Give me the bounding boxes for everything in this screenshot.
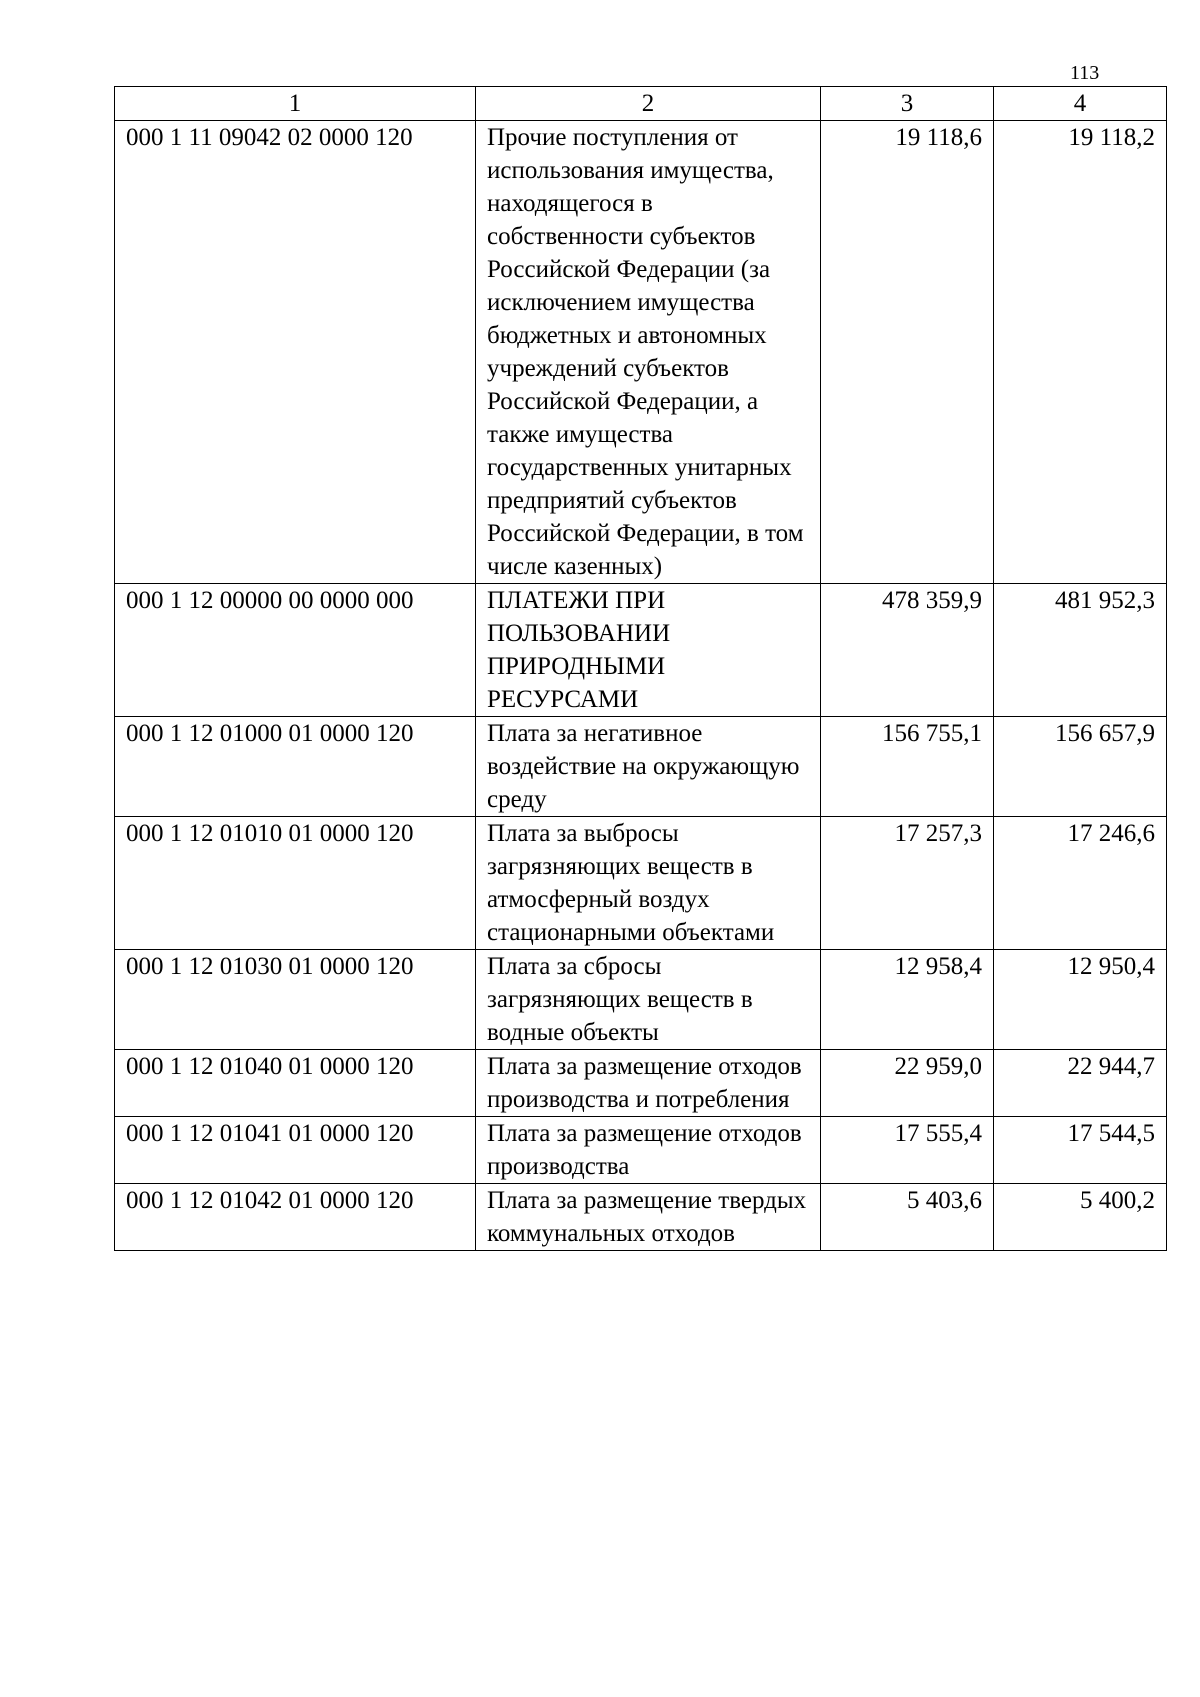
budget-code: 000 1 12 01041 01 0000 120 [115,1117,476,1184]
revenue-name: Плата за выбросы загрязняющих веществ в атмосферный воздух стационарными объектами [476,817,821,950]
table-row [115,1117,1167,1184]
revenue-name: Плата за негативное воздействие на окружающую среду [476,717,821,817]
budget-code: 000 1 12 01010 01 0000 120 [115,817,476,950]
value-col4: 17 246,6 [994,817,1167,950]
table-row [115,1050,1167,1117]
column-header-1: 1 [115,87,476,121]
value-col4: 5 400,2 [994,1184,1167,1251]
column-header-4: 4 [994,87,1167,121]
page-number: 113 [1070,62,1100,84]
value-col3: 17 257,3 [821,817,994,950]
value-col3: 12 958,4 [821,950,994,1050]
budget-code: 000 1 12 01000 01 0000 120 [115,717,476,817]
value-col3: 156 755,1 [821,717,994,817]
table-row [115,584,1167,717]
table-row [115,121,1167,584]
budget-code: 000 1 12 01042 01 0000 120 [115,1184,476,1251]
revenue-name: Плата за сбросы загрязняющих веществ в водные объекты [476,950,821,1050]
budget-code: 000 1 12 01030 01 0000 120 [115,950,476,1050]
header-row [115,87,1167,121]
value-col4: 17 544,5 [994,1117,1167,1184]
revenue-name: Прочие поступления от использования имущества, находящегося в собственности субъектов Российской Федерации (за исключением имущества бюджетных и автономных учреждений субъектов Российской Федерации, а также имущества государственных унитарных предприятий субъектов Российской Федерации, в том числе казенных) [476,121,821,584]
table-row [115,1184,1167,1251]
budget-code: 000 1 12 00000 00 0000 000 [115,584,476,717]
table-row [115,950,1167,1050]
value-col4: 481 952,3 [994,584,1167,717]
budget-revenue-table [114,86,1167,1251]
revenue-name: Плата за размещение отходов производства [476,1117,821,1184]
revenue-name: Плата за размещение твердых коммунальных отходов [476,1184,821,1251]
value-col4: 22 944,7 [994,1050,1167,1117]
value-col3: 5 403,6 [821,1184,994,1251]
column-header-3: 3 [821,87,994,121]
value-col3: 22 959,0 [821,1050,994,1117]
value-col4: 19 118,2 [994,121,1167,584]
table-row [115,717,1167,817]
value-col4: 156 657,9 [994,717,1167,817]
revenue-name: ПЛАТЕЖИ ПРИ ПОЛЬЗОВАНИИ ПРИРОДНЫМИ РЕСУРСАМИ [476,584,821,717]
table-row [115,817,1167,950]
column-header-2: 2 [476,87,821,121]
value-col3: 478 359,9 [821,584,994,717]
value-col3: 19 118,6 [821,121,994,584]
revenue-name: Плата за размещение отходов производства и потребления [476,1050,821,1117]
value-col4: 12 950,4 [994,950,1167,1050]
value-col3: 17 555,4 [821,1117,994,1184]
budget-code: 000 1 12 01040 01 0000 120 [115,1050,476,1117]
budget-code: 000 1 11 09042 02 0000 120 [115,121,476,584]
